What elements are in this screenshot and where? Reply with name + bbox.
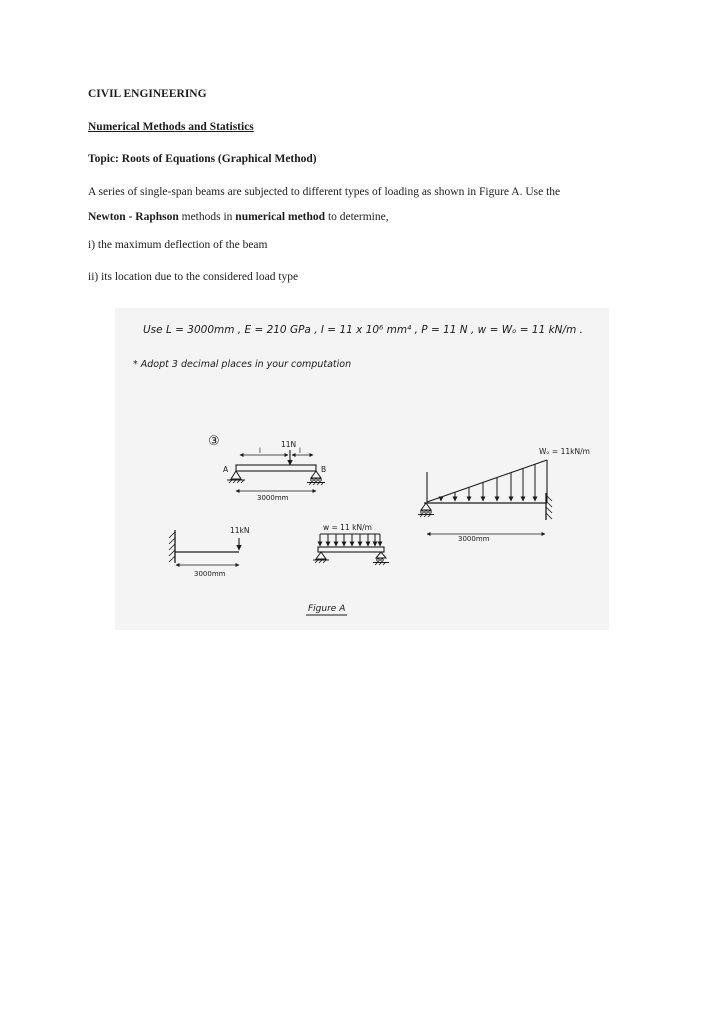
- triangular-span: 3000mm: [458, 535, 490, 543]
- udl-load-label: w = 11 kN/m: [323, 523, 372, 532]
- figure-a-image: [115, 308, 609, 630]
- item-2: ii) its location due to the considered load type: [88, 271, 299, 283]
- course-title: Numerical Methods and Statistics: [88, 121, 254, 133]
- method-name: Newton - Raphson: [88, 211, 179, 223]
- point-load-label: 11N: [281, 440, 297, 449]
- topic-line: Topic: Roots of Equations (Graphical Method): [88, 153, 317, 165]
- svg-text:A: A: [223, 465, 229, 474]
- cantilever-beam: [169, 526, 250, 578]
- svg-text:l: l: [299, 447, 301, 455]
- triangular-load-label: Wₒ = 11kN/m: [539, 447, 590, 456]
- intro-line-2: Newton - Raphson methods in numerical method to determine,: [88, 211, 389, 223]
- udl-beam: [313, 523, 389, 565]
- document-heading: CIVIL ENGINEERING: [88, 88, 207, 100]
- intro-line-1: A series of single-span beams are subjected to different types of loading as shown in Figure A. Use the: [88, 186, 561, 198]
- simply-supported-beam: [208, 434, 326, 502]
- svg-text:l: l: [259, 447, 261, 455]
- triangular-load-beam: [418, 447, 590, 543]
- svg-text:B: B: [321, 465, 327, 474]
- figure-parameters: Use L = 3000mm , E = 210 GPa , I = 11 x 10⁶ mm⁴ , P = 11 N , w = Wₒ = 11 kN/m .: [143, 324, 583, 336]
- method-field: numerical method: [235, 211, 326, 223]
- cantilever-span: 3000mm: [194, 570, 226, 578]
- figure-note: * Adopt 3 decimal places in your computation: [133, 359, 352, 370]
- beam-number: ③: [208, 434, 220, 449]
- cantilever-load-label: 11kN: [230, 526, 250, 535]
- item-1: i) the maximum deflection of the beam: [88, 239, 268, 251]
- beam-a-span: 3000mm: [257, 494, 289, 502]
- figure-caption: Figure A: [308, 604, 346, 614]
